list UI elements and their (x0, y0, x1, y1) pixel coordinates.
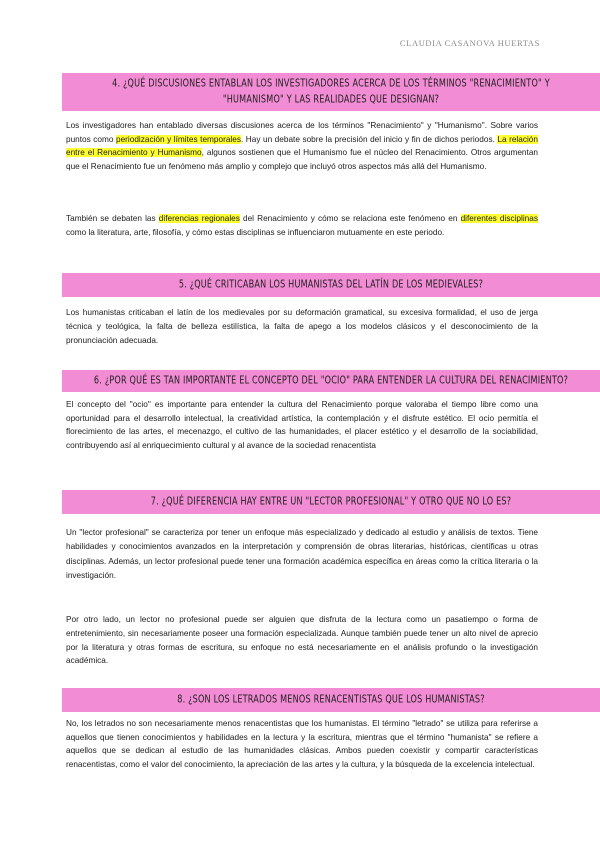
section-4-paragraph-2: También se debaten las diferencias regionales del Renacimiento y cómo se relaciona este fenómeno en diferentes disciplinas como la literatura, arte, filosofía, y cómo estas disciplinas se influenciaron mutuamente en este periodo. (66, 214, 538, 237)
section-7-heading (62, 490, 600, 514)
section-6-title: 6. ¿POR QUÉ ES TAN IMPORTANTE EL CONCEPTO DEL "OCIO" PARA ENTENDER LA CULTURA DEL RENACIMIENTO? (93, 375, 569, 387)
section-5-title: 5. ¿QUÉ CRITICABAN LOS HUMANISTAS DEL LATÍN DE LOS MEDIEVALES? (178, 279, 484, 291)
section-7-paragraph-2: Por otro lado, un lector no profesional puede ser alguien que disfruta de la lectura como un pasatiempo o forma de entretenimiento, sin necesariamente poseer una formación especializada. Aunque también puede tener un alto nivel de aprecio por la literatura y otras formas de escritura, su enfoque no está necesariamente en el análisis profundo o la investigación académica. (66, 615, 538, 666)
section-7-paragraph-1: Un "lector profesional" se caracteriza por tener un enfoque más especializado y dedicado al estudio y análisis de textos. Tiene habilidades y conocimientos avanzados en la interpretación y comprensión de obras literarias, históricas, científicas u otras disciplinas. Además, un lector profesional puede tener una formación académica específica en áreas como la crítica literaria o la investigación. (66, 528, 538, 580)
section-4-title: 4. ¿QUÉ DISCUSIONES ENTABLAN LOS INVESTIGADORES ACERCA DE LOS TÉRMINOS "RENACIMIENTO" Y "HUMANISMO" Y LAS REALIDADES QUE DESIGNAN? (112, 78, 550, 106)
highlight-periodizacion: periodización y límites temporales (116, 134, 241, 144)
section-4-paragraph-1: Los investigadores han entablado diversas discusiones acerca de los términos "Renacimiento" y "Humanismo". Sobre varios puntos como periodización y límites temporales. Hay un debate sobre la precisión del inicio y fin de dichos periodos. La relación entre el Renacimiento y Humanismo, algunos sostienen que el Humanismo fue el núcleo del Renacimiento. Otros argumentan que el Renacimiento fue un fenómeno más amplio y complejo que incluyó otros aspectos más allá del Humanismo. (66, 121, 538, 171)
highlight-diferencias-regionales: diferencias regionales (158, 214, 240, 223)
author-name: CLAUDIA CASANOVA HUERTAS (399, 38, 540, 48)
section-5-heading (62, 273, 600, 297)
section-4-heading (62, 73, 600, 111)
section-6-heading (62, 370, 600, 392)
section-8-paragraph-1: No, los letrados no son necesariamente menos renacentistas que los humanistas. El término "letrado" se utiliza para referirse a aquellos que tienen conocimientos y habilidades en la lectura y la escritura, mientras que el término "humanista" se refiere a aquellos que se dedican al estudio de las humanidades clásicas. Ambos pueden coexistir y compartir características renacentistas, como el valor del conocimiento, la apreciación de las artes y la cultura, y la búsqueda de la excelencia intelectual. (66, 719, 538, 769)
highlight-relacion: La relación entre el Renacimiento y Humanismo (66, 134, 538, 158)
section-6-paragraph-1: El concepto del "ocio" es importante para entender la cultura del Renacimiento porque valoraba el tiempo libre como una oportunidad para el desarrollo intelectual, la creatividad artística, la contemplación y el disfrute estético. El ocio permitía el florecimiento de las artes, el mecenazgo, el cultivo de las humanidades, el placer estético y el desarrollo de la sociabilidad, contribuyendo así al enriquecimiento cultural y al avance de la sociedad renacentista (66, 400, 538, 450)
section-8-title: 8. ¿SON LOS LETRADOS MENOS RENACENTISTAS QUE LOS HUMANISTAS? (177, 694, 485, 706)
section-5-paragraph-1: Los humanistas criticaban el latín de los medievales por su deformación gramatical, su excesiva formalidad, el uso de jerga técnica y teológica, la falta de belleza estilística, la falta de apego a los modelos clásicos y el desconocimiento de la pronunciación adecuada. (66, 308, 538, 346)
section-8-heading (62, 688, 600, 712)
section-7-title: 7. ¿QUÉ DIFERENCIA HAY ENTRE UN "LECTOR PROFESIONAL" Y OTRO QUE NO LO ES? (150, 496, 512, 508)
highlight-diferentes-disciplinas: diferentes disciplinas (460, 214, 538, 223)
